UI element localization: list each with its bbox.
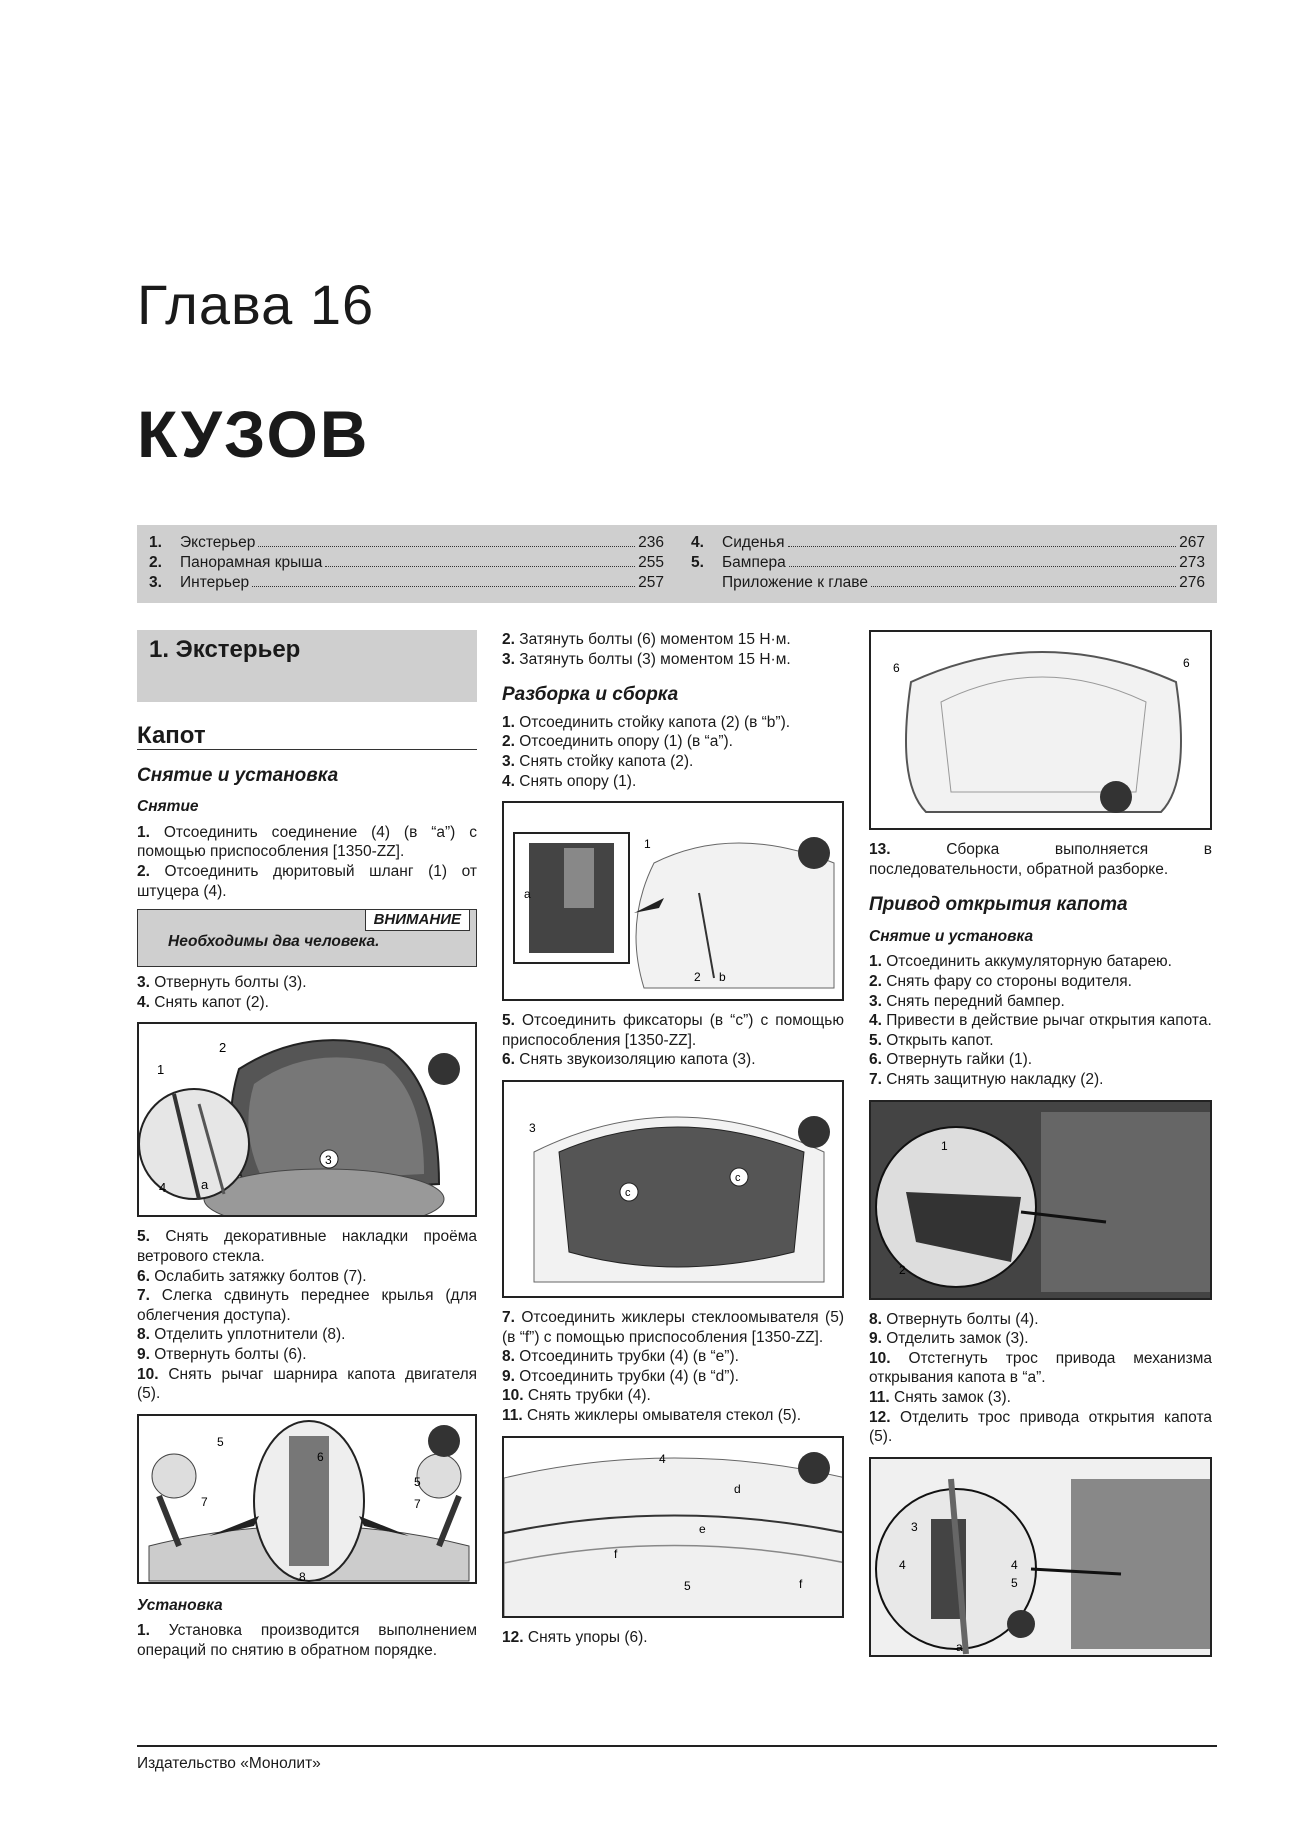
step: 6. Отвернуть гайки (1). (869, 1051, 1033, 1069)
toc-item[interactable]: 2. Панорамная крыша 255 (149, 554, 664, 571)
callout-label: e (699, 1521, 706, 1536)
step: 9. Отсоединить трубки (4) (в “d”). (502, 1367, 739, 1385)
procedure-heading: Установка (137, 1596, 223, 1614)
section-heading: 1. Экстерьер (137, 630, 477, 702)
callout-label: 6 (317, 1449, 324, 1464)
warning-text: Необходимы два человека. (168, 933, 380, 951)
toc-item[interactable]: 1. Экстерьер 236 (149, 534, 664, 551)
toc-item[interactable]: 4. Сиденья 267 (691, 534, 1205, 551)
step: 4. Снять опору (1). (502, 772, 637, 790)
callout-label: 3 (325, 1153, 332, 1168)
warning-box (137, 909, 477, 967)
callout-label: a (524, 887, 531, 902)
callout-label: 8 (299, 1569, 306, 1584)
step: 2. Отсоединить дюритовый шланг (1) от штуцера (4). (137, 862, 477, 900)
step: 10. Снять трубки (4). (502, 1387, 651, 1405)
callout-label: f (799, 1576, 803, 1591)
step: 8. Отвернуть болты (4). (869, 1310, 1039, 1328)
chapter-number: Глава 16 (137, 273, 375, 336)
callout-label: d (734, 1481, 741, 1496)
callout-label: 5 (684, 1578, 691, 1593)
step: 2. Отсоединить опору (1) (в “a”). (502, 733, 733, 751)
step: 7. Слегка сдвинуть переднее крылья (для облегчения доступа). (137, 1287, 478, 1324)
figure-hood-strut (502, 801, 844, 1001)
callout-label: 4 (899, 1557, 906, 1572)
figure-hinge-lever (137, 1414, 477, 1584)
step: 3. Снять стойку капота (2). (502, 752, 694, 770)
toc-right-column (691, 534, 1205, 594)
table-of-contents (137, 525, 1217, 603)
step: 9. Отделить замок (3). (869, 1330, 1029, 1348)
step: 13. Сборка выполняется в последовательности, обратной разборке. (869, 841, 1212, 878)
callout-label: 5 (217, 1434, 224, 1449)
step: 12. Отделить трос привода открытия капота (5). (869, 1408, 1212, 1446)
step: 9. Отвернуть болты (6). (137, 1345, 307, 1363)
callout-label: c (735, 1171, 741, 1184)
step: 10. Отстегнуть трос привода механизма открывания капота в “a”. (869, 1349, 1212, 1387)
step: 8. Отделить уплотнители (8). (137, 1326, 346, 1344)
figure-protective-cover (869, 1100, 1212, 1300)
callout-label: 2 (899, 1262, 906, 1277)
figure-hood-lock (869, 1457, 1212, 1657)
step: 11. Снять жиклеры омывателя стекол (5). (502, 1406, 802, 1424)
footer-divider (137, 1745, 1217, 1747)
procedure-heading: Снятие и установка (869, 927, 1034, 945)
callout-label: 1 (644, 837, 651, 852)
callout-label: 3 (911, 1519, 918, 1534)
callout-label: 6 (1183, 656, 1190, 670)
subsection-heading: Капот (137, 726, 477, 750)
chapter-title: КУЗОВ (137, 397, 370, 471)
step: 11. Снять замок (3). (869, 1388, 1011, 1406)
callout-label: 2 (694, 970, 701, 985)
callout-label: c (625, 1186, 631, 1199)
callout-label: 1 (157, 1062, 165, 1078)
figure-hood-insulation (502, 1080, 844, 1298)
column-2 (502, 630, 844, 1647)
callout-label: 2 (219, 1040, 227, 1056)
step: 7. Снять защитную накладку (2). (869, 1070, 1104, 1088)
toc-item[interactable]: 5. Бампера 273 (691, 554, 1205, 571)
step: 6. Ослабить затяжку болтов (7). (137, 1267, 367, 1285)
toc-item[interactable]: Приложение к главе 276 (722, 574, 1205, 591)
step: 4. Привести в действие рычаг открытия капота. (869, 1012, 1212, 1030)
callout-label: 5 (1011, 1575, 1018, 1590)
step: 5. Отсоединить фиксаторы (в “c”) с помощью приспособления [1350-ZZ]. (502, 1012, 844, 1049)
column-1 (137, 630, 477, 1660)
callout-label: f (614, 1546, 618, 1561)
callout-label: 7 (201, 1494, 208, 1509)
figure-hood-removal (137, 1022, 477, 1217)
topic-heading: Снятие и установка (137, 764, 339, 786)
procedure-heading: Снятие (137, 798, 199, 816)
step: 2. Затянуть болты (6) моментом 15 Н·м. (502, 631, 791, 648)
callout-label: 3 (529, 1120, 536, 1135)
publisher-footer: Издательство «Монолит» (137, 1755, 321, 1772)
topic-heading: Разборка и сборка (502, 684, 679, 706)
callout-label: 4 (159, 1180, 167, 1196)
step: 3. Снять передний бампер. (869, 992, 1065, 1010)
step: 5. Снять декоративные накладки проёма ветрового стекла. (137, 1228, 477, 1265)
callout-label: b (719, 970, 726, 985)
step: 6. Снять звукоизоляцию капота (3). (502, 1051, 756, 1069)
step: 2. Снять фару со стороны водителя. (869, 972, 1132, 990)
topic-heading: Привод открытия капота (869, 894, 1128, 916)
step: 8. Отсоединить трубки (4) (в “e”). (502, 1348, 739, 1366)
figure-hood-assembly (869, 630, 1212, 830)
figure-washer-tubes (502, 1436, 844, 1618)
step: 1. Установка производится выполнением операций по снятию в обратном порядке. (137, 1622, 477, 1659)
callout-label: 5 (414, 1474, 421, 1489)
step: 1. Отсоединить соединение (4) (в “a”) с помощью приспособления [1350-ZZ]. (137, 823, 477, 861)
step: 1. Отсоединить стойку капота (2) (в “b”). (502, 713, 791, 731)
callout-label: a (956, 1639, 963, 1654)
toc-left-column (149, 534, 664, 594)
step: 10. Снять рычаг шарнира капота двигателя (5). (137, 1365, 478, 1403)
callout-label: 4 (1011, 1557, 1018, 1572)
warning-label: ВНИМАНИЕ (365, 909, 470, 931)
step: 12. Снять упоры (6). (502, 1628, 648, 1646)
step: 3. Затянуть болты (3) моментом 15 Н·м. (502, 650, 791, 668)
step: 1. Отсоединить аккумуляторную батарею. (869, 953, 1172, 971)
callout-label: 7 (414, 1496, 421, 1511)
callout-label: 1 (941, 1138, 948, 1153)
step: 7. Отсоединить жиклеры стеклоомывателя (5) (в “f”) с помощью приспособления [1350-ZZ]. (502, 1308, 844, 1346)
callout-label: 4 (659, 1451, 666, 1466)
step: 4. Снять капот (2). (137, 993, 269, 1011)
toc-item[interactable]: 3. Интерьер 257 (149, 574, 664, 591)
step: 5. Открыть капот. (869, 1031, 994, 1049)
column-3 (869, 630, 1212, 1667)
callout-label: 6 (893, 661, 900, 675)
step: 3. Отвернуть болты (3). (137, 974, 307, 992)
callout-label: a (201, 1177, 209, 1193)
